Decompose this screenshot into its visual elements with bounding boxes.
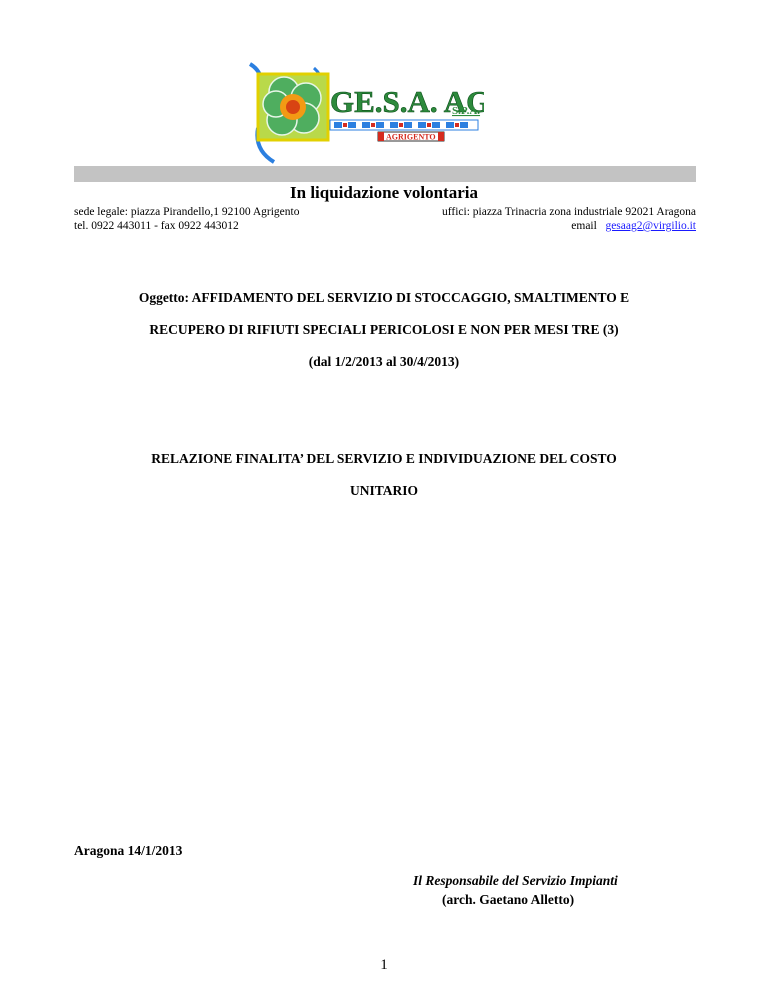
report-title-line-2: UNITARIO	[349, 483, 418, 498]
subject-line-2: RECUPERO DI RIFIUTI SPECIALI PERICOLOSI E NON PER MESI TRE (3)	[149, 322, 619, 337]
legal-address-line: sede legale: piazza Pirandello,1 92100 Agrigento	[74, 206, 300, 218]
office-address-line: uffici: piazza Trinacria zona industriale 92021 Aragona	[442, 206, 696, 218]
email-link[interactable]: gesaag2@virgilio.it	[605, 220, 696, 232]
phone-fax-line: tel. 0922 443011 - fax 0922 443012	[74, 220, 239, 232]
subject-date-range: (dal 1/2/2013 al 30/4/2013)	[308, 354, 460, 369]
liquidation-title: In liquidazione volontaria	[290, 183, 478, 202]
email-line	[442, 219, 696, 233]
signer-role: Il Responsabile del Servizio Impianti	[413, 873, 618, 888]
subject-line-1: Oggetto: AFFIDAMENTO DEL SERVIZIO DI STOCCAGGIO, SMALTIMENTO E	[138, 290, 630, 305]
svg-text:AGRIGENTO: AGRIGENTO	[386, 132, 436, 142]
legal-address-block	[74, 205, 299, 233]
svg-text:S.P.A.: S.P.A.	[452, 105, 481, 117]
place-date: Aragona 14/1/2013	[74, 843, 183, 858]
company-logo	[244, 62, 484, 166]
header-divider-bar	[74, 166, 696, 182]
email-label: email	[571, 220, 597, 232]
report-title-line-1: RELAZIONE FINALITA’ DEL SERVIZIO E INDIVIDUAZIONE DEL COSTO	[151, 451, 617, 466]
office-address-block	[442, 205, 696, 233]
svg-text:GE.S.A. AG.2: GE.S.A. AG	[330, 84, 484, 119]
page-number: 1	[380, 957, 388, 973]
signer-name: (arch. Gaetano Alletto)	[442, 892, 575, 907]
